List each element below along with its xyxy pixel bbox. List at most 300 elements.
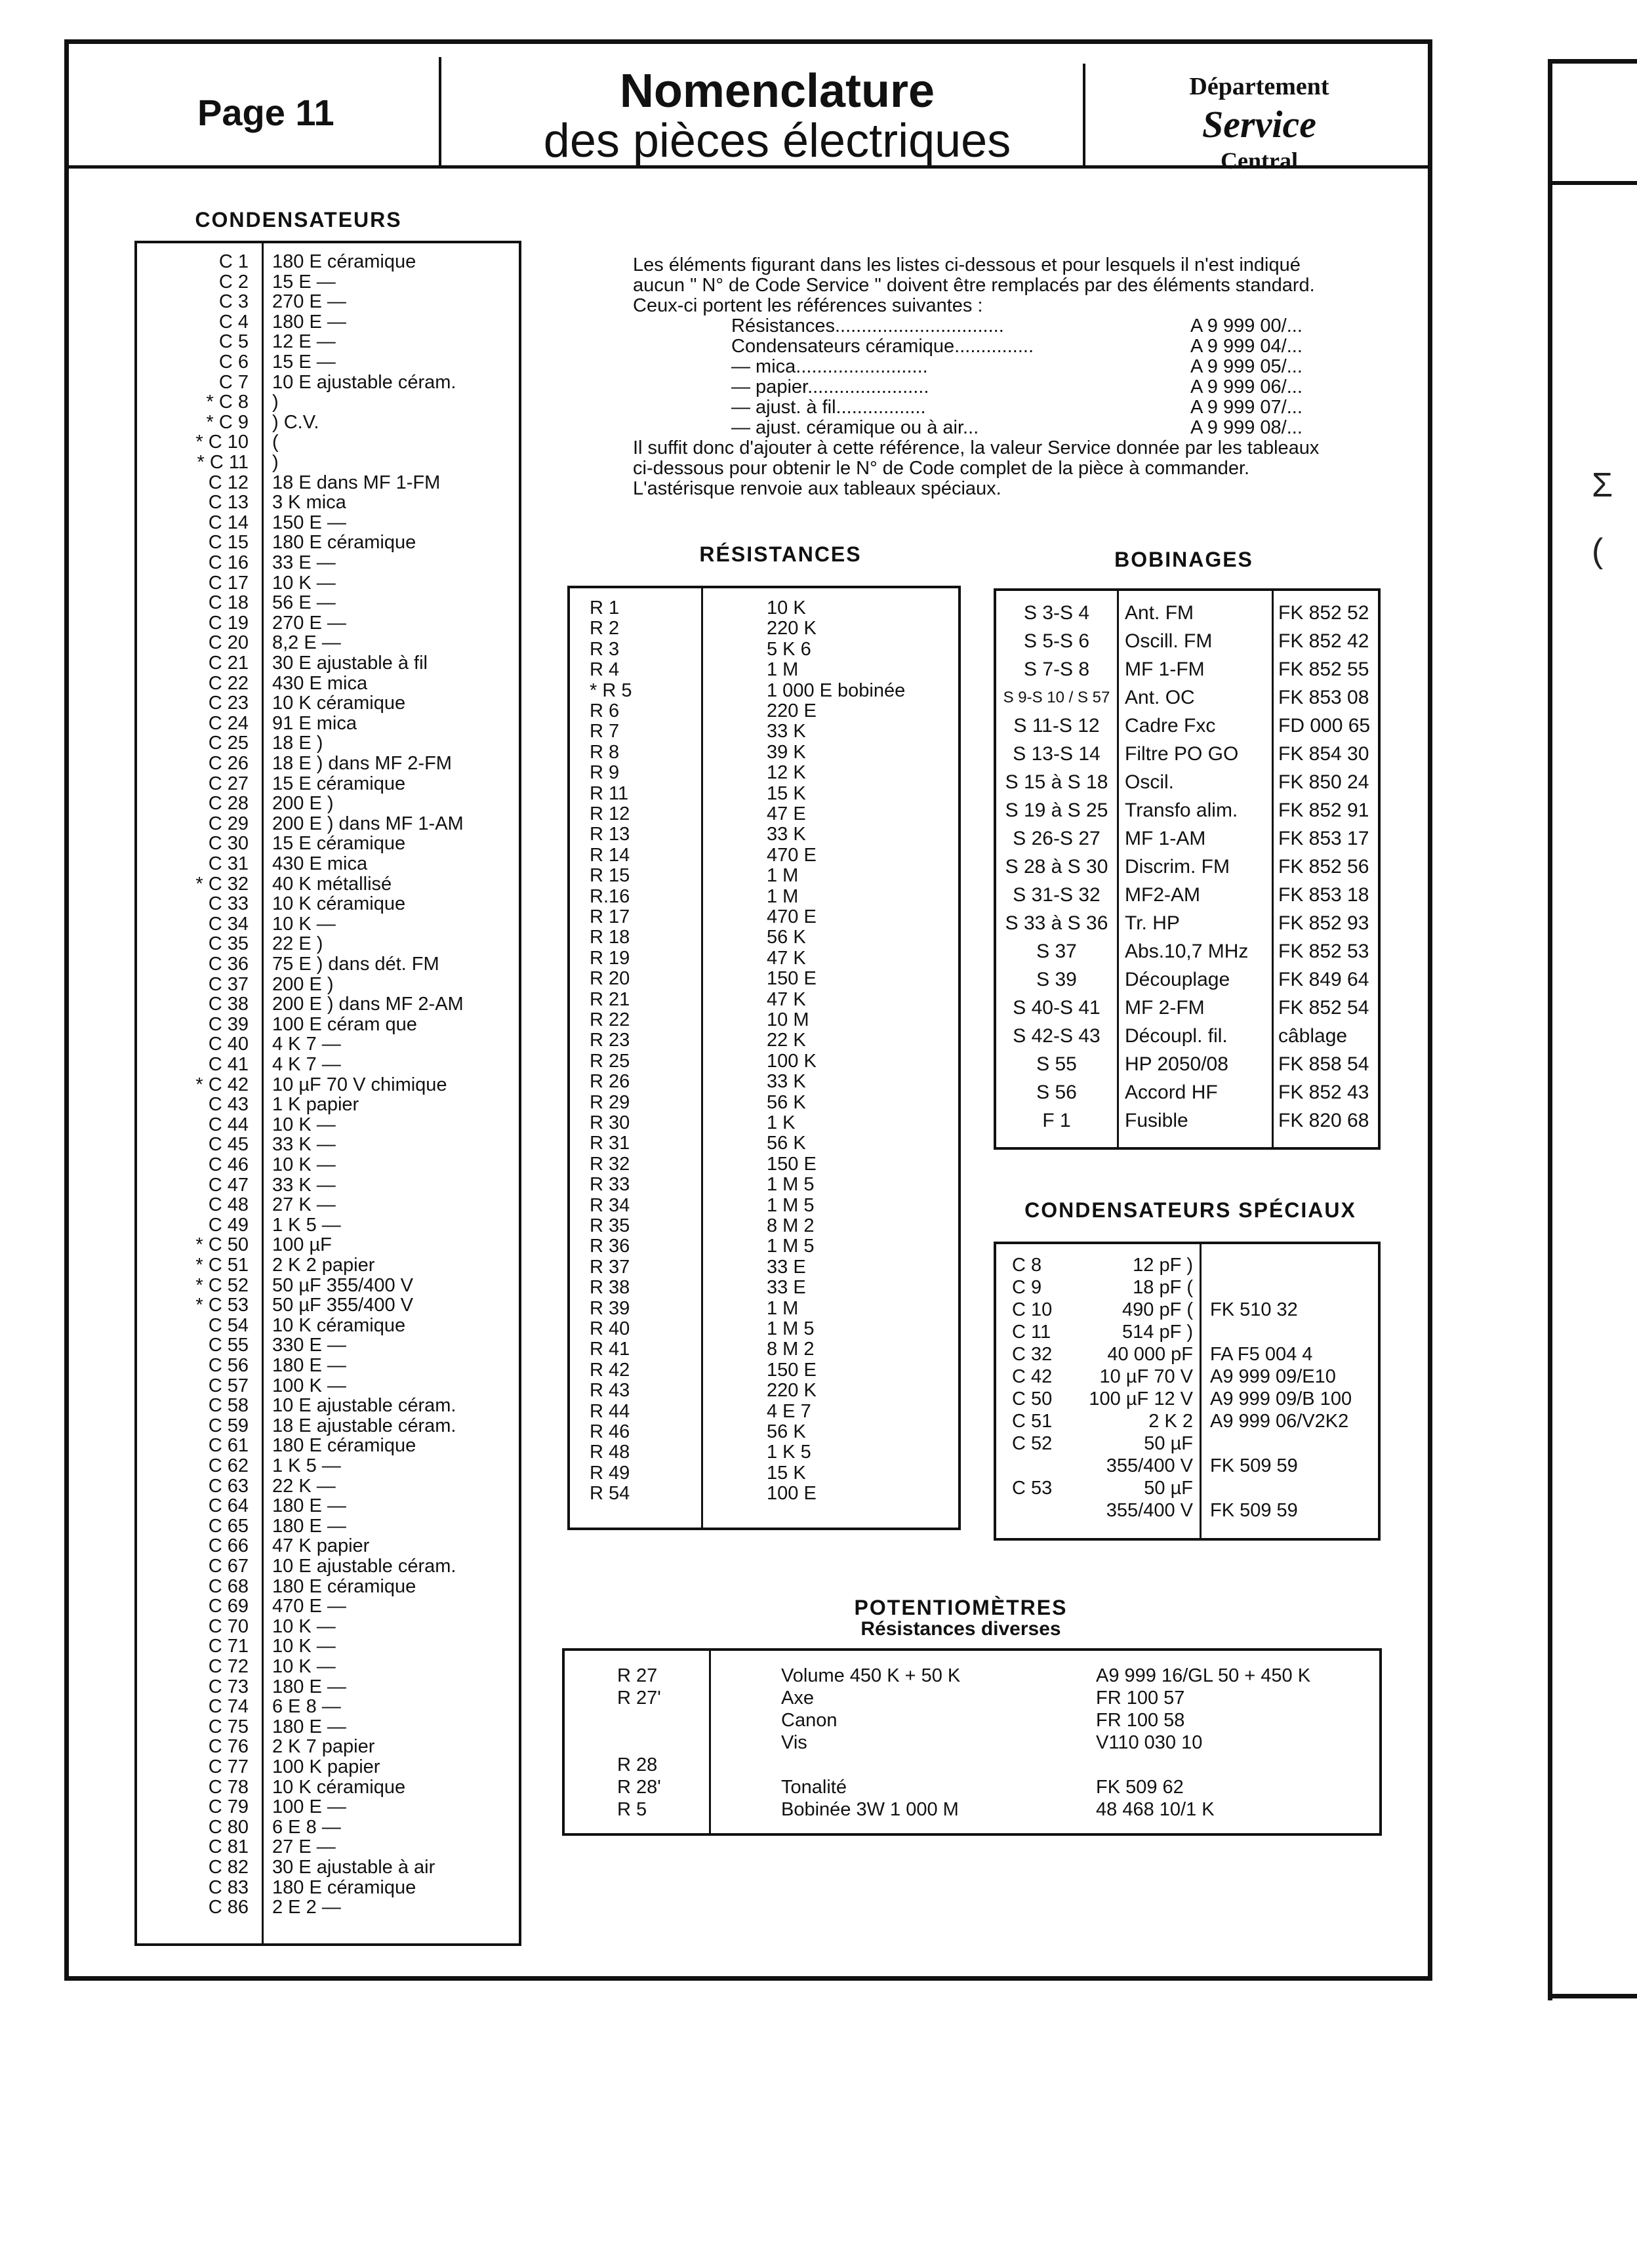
condensateur-row [137,833,519,854]
standard-ref-label: — ajust. à fil................. [731,397,926,418]
condensateur-value: 18 E ) [272,733,323,754]
condensateur-ref: C 3 [218,291,249,313]
cond-special-ref: C 51 [1012,1411,1053,1432]
condensateur-value: 22 K — [272,1475,336,1497]
resistance-value: 12 K [767,762,806,784]
resistance-ref: R 25 [590,1050,630,1072]
condensateur-value: 33 E — [272,552,336,573]
bobinage-desc: Tr. HP [1125,912,1180,934]
bobinage-code: FK 858 54 [1278,1053,1369,1075]
cond-special-row [996,1366,1378,1387]
condensateur-row [137,532,519,553]
resistance-ref: R 39 [590,1297,630,1319]
header-divider-right [1083,64,1085,169]
bobinage-ref: S 42-S 43 [1013,1025,1101,1047]
resistance-ref: R 11 [590,782,629,804]
standard-ref-row [731,357,1440,377]
condensateur-value: 330 E — [272,1335,346,1356]
condensateur-ref: C 41 [208,1054,249,1075]
resistance-ref: R 15 [590,865,630,887]
resistance-ref: R 36 [590,1236,630,1257]
condensateur-row [137,1014,519,1035]
standard-ref-list [731,316,1440,438]
condensateur-ref: C 75 [208,1716,249,1737]
standard-ref-label: Condensateurs céramique............... [731,336,1034,357]
condensateur-row [137,1556,519,1577]
resistance-row [570,1071,958,1092]
condensateur-row [137,372,519,393]
condensateur-ref: C 1 [218,251,249,272]
condensateur-value: 12 E — [272,331,336,353]
condensateur-ref: C 73 [208,1676,249,1697]
bobinage-row [996,882,1378,908]
resistance-row [570,1421,958,1442]
condensateur-row [137,1435,519,1456]
resistance-value: 150 E [767,1359,817,1381]
bobinage-desc: Découpl. fil. [1125,1025,1228,1047]
condensateur-ref: C 47 [208,1174,249,1196]
resistance-ref: R 38 [590,1277,630,1299]
bobinage-ref: S 19 à S 25 [1005,800,1108,821]
condensateur-value: 180 E — [272,1716,346,1737]
condensateur-ref: C 62 [208,1455,249,1476]
resistance-ref: R 19 [590,947,630,969]
condensateur-value: 15 E — [272,352,336,373]
cond-special-code: FK 509 59 [1210,1455,1298,1476]
potentiometre-code: 48 468 10/1 K [1096,1799,1215,1820]
resistance-row [570,1318,958,1339]
condensateur-value: 200 E ) dans MF 2-AM [272,994,464,1015]
resistance-ref: R 31 [590,1133,630,1154]
page-header [69,44,1428,174]
condensateur-row [137,1154,519,1175]
resistance-row [570,1092,958,1113]
condensateur-row [137,1114,519,1135]
bobinage-code: FK 850 24 [1278,771,1369,793]
condensateur-ref: C 26 [208,753,249,774]
condensateur-value: 270 E — [272,612,346,634]
bobinage-desc: Fusible [1125,1110,1188,1131]
condensateur-value: 10 K — [272,913,336,935]
resistance-value: 1 M [767,865,799,887]
condensateur-value: 10 µF 70 V chimique [272,1074,447,1095]
resistance-value: 1 M 5 [767,1194,815,1216]
condensateur-value: 10 K — [272,572,336,594]
condensateur-row [137,853,519,874]
condensateur-row [137,613,519,634]
resistance-row [570,968,958,989]
condensateur-ref: C 80 [208,1816,249,1838]
condensateur-ref: C 48 [208,1194,249,1216]
standard-ref-row [731,418,1440,438]
resistance-value: 1 M [767,659,799,681]
resistance-ref: R 7 [590,721,620,742]
condensateur-value: 50 µF 355/400 V [272,1274,414,1296]
condensateur-ref: C 18 [208,592,249,614]
condensateur-row [137,592,519,613]
resistance-value: 1 M 5 [767,1174,815,1196]
bobinage-ref: S 7-S 8 [1023,658,1090,680]
bobinage-ref: S 9-S 10 / S 57 [1003,689,1110,706]
potentiometre-code: FK 509 62 [1096,1777,1184,1798]
condensateur-value: 180 E céramique [272,1575,416,1597]
resistance-row [570,783,958,804]
potentiometre-desc: Bobinée 3W 1 000 M [781,1799,959,1820]
resistance-row [570,721,958,742]
condensateur-ref: C 34 [208,913,249,935]
condensateur-value: 50 µF 355/400 V [272,1295,414,1316]
bobinage-code: FK 852 54 [1278,997,1369,1019]
condensateur-value: 180 E — [272,1355,346,1376]
bobinage-code: câblage [1278,1025,1348,1047]
condensateur-row [137,933,519,954]
cond-special-row [996,1299,1378,1320]
resistance-ref: R 44 [590,1400,630,1422]
cond-special-row [996,1277,1378,1298]
condensateur-row [137,1315,519,1336]
cond-special-ref: C 8 [1012,1255,1042,1276]
potentiometre-ref: R 27' [617,1688,661,1709]
resistance-ref: R 30 [590,1112,630,1133]
condensateur-value: 100 K — [272,1375,346,1396]
condensateur-value: 8,2 E — [272,632,341,654]
condensateur-row [137,1476,519,1497]
potentiometre-code: FR 100 57 [1096,1688,1185,1709]
condensateur-value: 10 E ajustable céram. [272,1556,456,1577]
standard-ref-row [731,397,1440,418]
cond-special-value: 18 pF ( [1133,1277,1193,1298]
potentiometre-code: A9 999 16/GL 50 + 450 K [1096,1665,1311,1686]
condensateur-row [137,1877,519,1898]
cond-special-value: 2 K 2 [1148,1411,1193,1432]
resistance-row [570,742,958,763]
cond-special-value: 490 pF ( [1122,1299,1193,1320]
header-divider-left [439,57,441,169]
resistance-value: 1 K 5 [767,1442,811,1463]
cond-special-ref: C 50 [1012,1388,1053,1409]
resistance-ref: R 48 [590,1442,630,1463]
resistance-value: 47 K [767,988,806,1010]
resistance-ref: R 54 [590,1483,630,1505]
condensateur-value: 27 K — [272,1194,336,1216]
adjacent-bottom-rule [1552,1994,1637,1998]
condensateur-value: ( [272,432,279,453]
condensateur-value: 100 E — [272,1796,346,1818]
condensateur-ref: C 31 [208,853,249,874]
standard-ref-row [731,316,1440,336]
condensateur-ref: C 63 [208,1475,249,1497]
bobinage-code: FD 000 65 [1278,715,1371,737]
bobinage-row [996,995,1378,1021]
bobinage-ref: S 31-S 32 [1013,884,1101,906]
potentiometre-desc: Canon [781,1710,838,1731]
resistance-row [570,886,958,907]
condensateur-row [137,392,519,413]
condensateur-value: 22 E ) [272,933,323,955]
condensateur-ref: C 40 [208,1034,249,1055]
bobinage-row [996,1023,1378,1049]
condensateur-row [137,1596,519,1617]
condensateur-ref: C 45 [208,1134,249,1156]
bobinage-ref: S 26-S 27 [1013,828,1101,849]
condensateur-row [137,1215,519,1236]
resistance-value: 56 K [767,1133,806,1154]
cond-special-value: 40 000 pF [1107,1344,1193,1365]
bobinage-ref: S 11-S 12 [1013,715,1100,737]
standard-ref-row [731,336,1440,357]
cond-special-row [996,1322,1378,1343]
condensateur-row [137,1234,519,1255]
condensateur-ref: C 5 [218,331,249,353]
condensateur-value: 180 E céramique [272,1435,416,1457]
condensateur-row [137,1796,519,1817]
condensateur-row [137,994,519,1015]
condensateur-ref: C 58 [208,1395,249,1417]
cond-special-value: 100 µF 12 V [1089,1388,1193,1409]
cond-special-code: A9 999 09/E10 [1210,1366,1336,1387]
condensateur-value: 47 K papier [272,1535,370,1557]
condensateur-row [137,653,519,674]
bobinage-row [996,657,1378,683]
bobinage-desc: Découplage [1125,969,1230,990]
condensateur-value: 180 E — [272,1515,346,1537]
condensateur-ref: C 59 [208,1415,249,1436]
condensateur-value: ) C.V. [272,411,319,433]
condensateur-value: 4 K 7 — [272,1054,341,1075]
resistance-row [570,1154,958,1175]
potentiometre-code: V110 030 10 [1096,1732,1203,1753]
adjacent-glyph-2: ( [1592,532,1604,570]
bobinage-desc: Filtre PO GO [1125,743,1239,765]
condensateur-ref: * C 52 [195,1274,249,1296]
resistance-value: 33 E [767,1277,806,1299]
bobinage-row [996,826,1378,852]
resistance-row [570,1236,958,1257]
condensateur-row [137,552,519,573]
bobinage-code: FK 852 43 [1278,1082,1369,1103]
condensateur-ref: C 28 [208,793,249,815]
dept-line-1: Département [1189,73,1329,100]
condensateur-row [137,1736,519,1757]
condensateur-ref: * C 51 [195,1255,249,1276]
bobinage-code: FK 854 30 [1278,743,1369,765]
condensateur-value: 10 K — [272,1154,336,1175]
bobinages-title: BOBINAGES [1114,548,1253,571]
bobinage-row [996,600,1378,626]
cond-special-ref: C 9 [1012,1277,1042,1298]
intro-line-3: Ceux-ci portent les références suivantes : [633,295,983,316]
condensateur-ref: C 77 [208,1756,249,1777]
cond-special-row [996,1344,1378,1365]
bobinage-row [996,685,1378,711]
intro-line-2: aucun " N° de Code Service " doivent être remplacés par des éléments standard. [633,275,1315,296]
resistance-row [570,1463,958,1484]
bobinage-ref: S 13-S 14 [1013,743,1101,765]
bobinage-row [996,967,1378,993]
condensateur-ref: C 74 [208,1696,249,1718]
resistance-value: 56 K [767,1421,806,1442]
bobinage-ref: S 39 [1036,969,1077,990]
condensateur-ref: * C 9 [206,411,249,433]
condensateur-value: 200 E ) dans MF 1-AM [272,813,464,834]
condensateur-ref: C 72 [208,1656,249,1677]
condensateur-ref: C 16 [208,552,249,573]
resistance-row [570,1051,958,1072]
condensateur-row [137,1857,519,1878]
condensateur-row [137,1516,519,1537]
bobinage-row [996,741,1378,767]
condensateur-value: 91 E mica [272,712,357,734]
resistance-row [570,948,958,969]
resistance-ref: R 12 [590,803,630,824]
resistance-row [570,1360,958,1381]
condensateur-ref: C 6 [218,352,249,373]
potentiometre-ref: R 28 [617,1754,658,1775]
condensateur-ref: C 83 [208,1876,249,1898]
department-block [1092,70,1426,175]
cond-special-ref: C 52 [1012,1433,1053,1454]
condensateur-row [137,1696,519,1717]
condensateur-row [137,291,519,312]
cond-special-code: A9 999 06/V2K2 [1210,1411,1349,1432]
resistance-value: 100 E [767,1483,817,1505]
condensateur-ref: C 55 [208,1335,249,1356]
adjacent-top-rule [1552,59,1637,64]
bobinage-row [996,769,1378,796]
resistance-row [570,865,958,886]
condensateur-ref: C 17 [208,572,249,594]
cond-speciaux-table [994,1242,1381,1541]
resistance-value: 15 K [767,782,806,804]
resistance-value: 33 E [767,1256,806,1278]
condensateur-value: 30 E ajustable à air [272,1857,435,1878]
condensateur-value: 100 K papier [272,1756,380,1777]
condensateur-ref: C 43 [208,1094,249,1116]
bobinage-ref: S 5-S 6 [1023,630,1090,652]
resistance-ref: R 23 [590,1030,630,1051]
resistance-ref: R 6 [590,700,620,721]
resistance-ref: R 40 [590,1318,630,1339]
condensateur-row [137,1716,519,1737]
bobinage-code: FK 820 68 [1278,1110,1369,1131]
resistance-value: 4 E 7 [767,1400,811,1422]
condensateur-value: 27 E — [272,1836,336,1858]
title-line-1: Nomenclature [619,65,935,117]
intro-text [633,255,1440,499]
potentiometre-row [565,1799,1379,1820]
resistance-row [570,1339,958,1360]
resistance-ref: * R 5 [590,679,632,701]
condensateur-row [137,954,519,975]
resistance-row [570,1009,958,1030]
condensateur-row [137,1535,519,1556]
potentiometre-code: FR 100 58 [1096,1710,1185,1731]
dept-line-3: Central [1221,148,1298,174]
standard-ref-code: A 9 999 08/... [1190,417,1303,438]
condensateur-ref: C 15 [208,532,249,554]
condensateur-row [137,914,519,935]
resistance-row [570,1298,958,1319]
bobinage-ref: S 28 à S 30 [1005,856,1108,878]
condensateur-ref: C 65 [208,1515,249,1537]
resistance-row [570,1112,958,1133]
condensateur-row [137,492,519,513]
potentiometre-row [565,1732,1379,1753]
condensateur-row [137,793,519,814]
condensateur-value: 15 E céramique [272,833,406,855]
condensateur-ref: C 56 [208,1355,249,1376]
resistance-ref: R 21 [590,988,630,1010]
bobinage-code: FK 852 52 [1278,602,1369,624]
resistance-value: 220 K [767,618,817,639]
title-line-2: des pièces électriques [543,115,1011,167]
condensateur-value: 10 K — [272,1656,336,1677]
condensateur-value: 180 E — [272,1495,346,1517]
condensateur-row [137,1074,519,1095]
resistance-row [570,1133,958,1154]
condensateur-value: 100 µF [272,1234,332,1256]
cond-special-value: 50 µF [1144,1478,1193,1499]
resistance-value: 10 M [767,1009,809,1030]
condensateur-row [137,331,519,352]
resistance-value: 220 E [767,700,817,721]
resistance-value: 8 M 2 [767,1215,815,1236]
condensateur-ref: C 23 [208,693,249,714]
intro-line-6: L'astérisque renvoie aux tableaux spéciaux. [633,478,1001,499]
resistance-ref: R.16 [590,885,630,907]
condensateur-value: 180 E céramique [272,1876,416,1898]
resistance-ref: R 43 [590,1380,630,1402]
resistance-ref: R 37 [590,1256,630,1278]
potentiometre-desc: Tonalité [781,1777,847,1798]
condensateur-ref: C 7 [218,371,249,393]
condensateur-row [137,1375,519,1396]
bobinage-ref: S 56 [1036,1082,1077,1103]
resistance-row [570,989,958,1010]
condensateur-value: 18 E ajustable céram. [272,1415,456,1436]
resistance-ref: R 4 [590,659,620,681]
resistance-value: 47 E [767,803,806,824]
condensateur-ref: C 13 [208,492,249,514]
cond-special-ref: C 53 [1012,1478,1053,1499]
resistance-ref: R 35 [590,1215,630,1236]
condensateur-ref: C 64 [208,1495,249,1517]
cond-speciaux-title: CONDENSATEURS SPÉCIAUX [1024,1198,1356,1222]
potentiometre-ref: R 27 [617,1665,658,1686]
cond-special-row [996,1500,1378,1521]
resistance-ref: R 22 [590,1009,630,1030]
resistance-value: 8 M 2 [767,1339,815,1360]
condensateur-value: 200 E ) [272,793,334,815]
condensateur-row [137,1897,519,1918]
resistances-table [567,586,961,1530]
bobinage-code: FK 852 55 [1278,658,1369,680]
resistance-row [570,659,958,680]
condensateur-row [137,753,519,774]
bobinage-row [996,910,1378,937]
condensateur-ref: C 14 [208,512,249,533]
resistance-ref: R 9 [590,762,620,784]
condensateur-ref: C 37 [208,973,249,995]
bobinage-desc: Oscill. FM [1125,630,1213,652]
condensateur-row [137,1777,519,1798]
cond-special-code: FK 509 59 [1210,1500,1298,1521]
condensateur-value: 10 K céramique [272,693,406,714]
condensateur-value: 180 E céramique [272,532,416,554]
condensateur-ref: * C 8 [206,392,249,413]
document-title [482,66,1072,166]
condensateur-value: 2 K 2 papier [272,1255,375,1276]
